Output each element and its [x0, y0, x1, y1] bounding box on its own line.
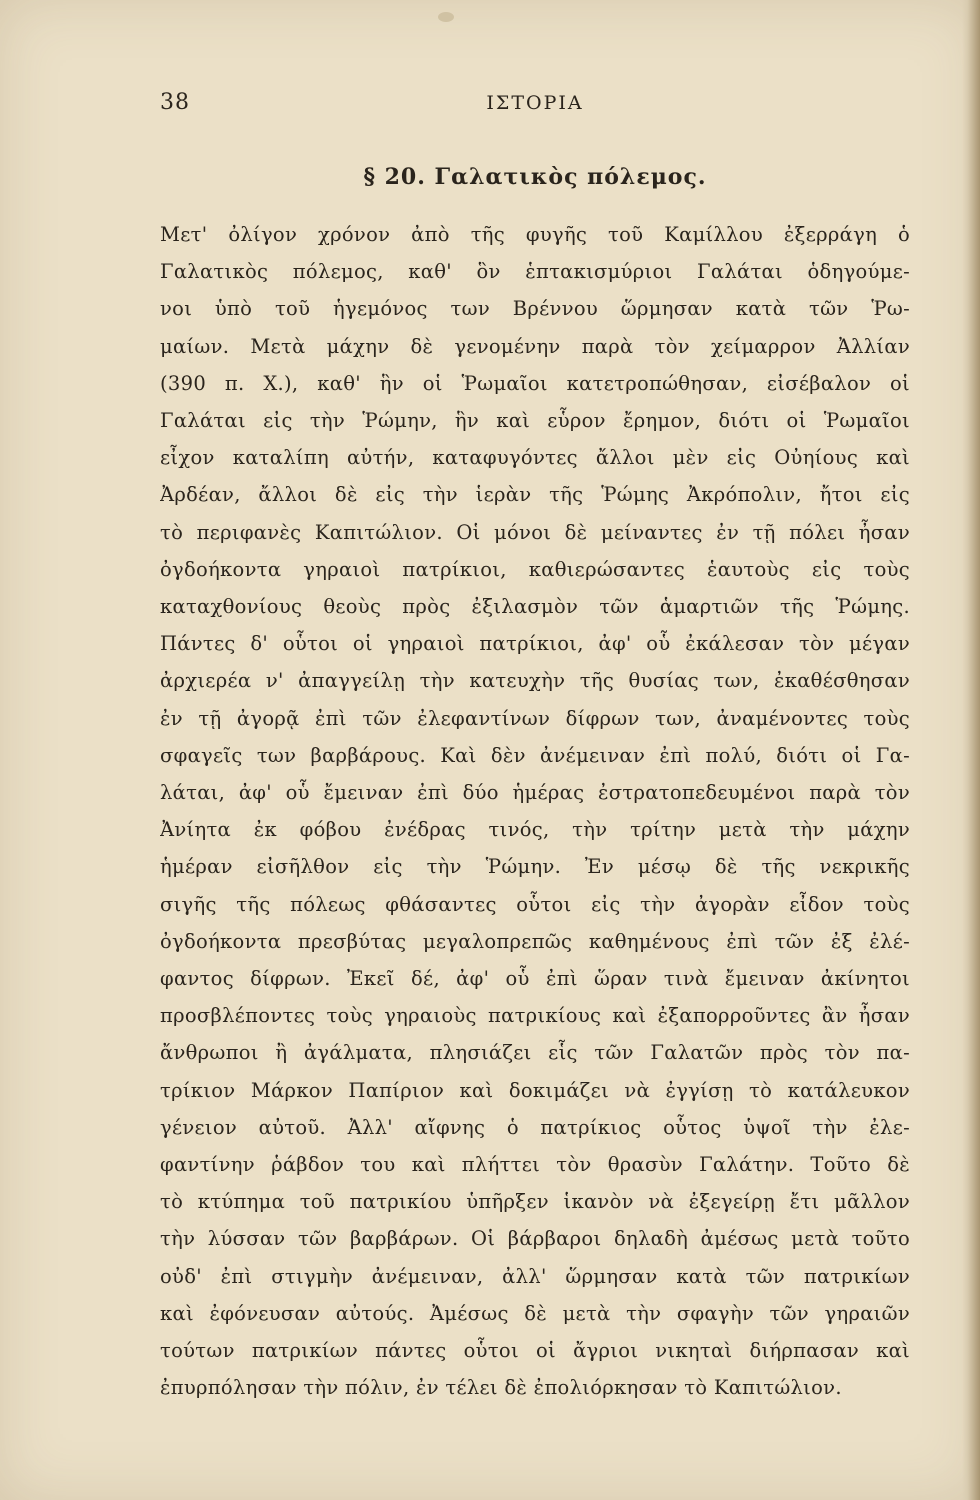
- page-edge-shadow: [962, 0, 980, 1500]
- text-line: προσβλέποντες τοὺς γηραιοὺς πατρικίους καὶ ἐξαπορροῦντες ἂν ἦσαν: [160, 1004, 910, 1028]
- section-heading: § 20. Γαλατικὸς πόλεμος.: [363, 164, 707, 190]
- running-head: [160, 90, 910, 124]
- text-line: ὀγδοήκοντα πρεσβύτας μεγαλοπρεπῶς καθημένους ἐπὶ τῶν ἐξ ἐλέ-: [160, 929, 910, 953]
- text-line: ἡμέραν εἰσῆλθον εἰς τὴν Ῥώμην. Ἐν μέσῳ δὲ τῆς νεκρικῆς: [160, 855, 910, 879]
- text-line: καταχθονίους θεοὺς πρὸς ἐξιλασμὸν τῶν ἁμαρτιῶν τῆς Ῥώμης.: [160, 595, 910, 619]
- text-line: ἄνθρωποι ἢ ἀγάλματα, πλησιάζει εἷς τῶν Γαλατῶν πρὸς τὸν πα-: [160, 1041, 910, 1065]
- text-line: εἶχον καταλίπη αὐτήν, καταφυγόντες ἄλλοι μὲν εἰς Οὐηίους καὶ: [160, 446, 910, 470]
- text-line: Γαλατικὸς πόλεμος, καθ' ὃν ἑπτακισμύριοι Γαλάται ὁδηγούμε-: [160, 260, 910, 284]
- text-line: τὴν λύσσαν τῶν βαρβάρων. Οἱ βάρβαροι δηλαδὴ ἀμέσως μετὰ τοῦτο: [160, 1227, 910, 1251]
- text-line: ἐν τῇ ἀγορᾷ ἐπὶ τῶν ἐλεφαντίνων δίφρων των, ἀναμένοντες τοὺς: [160, 706, 910, 730]
- page-number: 38: [160, 90, 190, 115]
- paper-hole: [438, 12, 454, 22]
- text-line: Γαλάται εἰς τὴν Ῥώμην, ἣν καὶ εὗρον ἔρημον, διότι οἱ Ῥωμαῖοι: [160, 409, 910, 433]
- text-line: (390 π. Χ.), καθ' ἣν οἱ Ῥωμαῖοι κατετροπώθησαν, εἰσέβαλον οἱ: [160, 371, 910, 395]
- running-title: ΙΣΤΟΡΙΑ: [486, 92, 584, 114]
- text-line: νοι ὑπὸ τοῦ ἡγεμόνος των Βρέννου ὥρμησαν κατὰ τῶν Ῥω-: [160, 297, 910, 321]
- text-line: ἀρχιερέα ν' ἀπαγγείλῃ τὴν κατευχὴν τῆς θυσίας των, ἐκαθέσθησαν: [160, 669, 910, 693]
- text-line: τούτων πατρικίων πάντες οὗτοι οἱ ἄγριοι νικηταὶ διήρπασαν καὶ: [160, 1339, 910, 1363]
- text-line: σιγῆς τῆς πόλεως φθάσαντες οὗτοι εἰς τὴν ἀγορὰν εἶδον τοὺς: [160, 892, 910, 916]
- text-line: τὸ κτύπημα τοῦ πατρικίου ὑπῆρξεν ἱκανὸν νὰ ἐξεγείρῃ ἔτι μᾶλλον: [160, 1190, 910, 1214]
- text-line: τρίκιον Μάρκον Παπίριον καὶ δοκιμάζει νὰ ἐγγίσῃ τὸ κατάλευκον: [160, 1078, 910, 1102]
- text-line: γένειον αὐτοῦ. Ἀλλ' αἴφνης ὁ πατρίκιος οὗτος ὑψοῖ τὴν ἐλε-: [160, 1115, 910, 1139]
- text-line: καὶ ἐφόνευσαν αὐτούς. Ἀμέσως δὲ μετὰ τὴν σφαγὴν τῶν γηραιῶν: [160, 1301, 910, 1325]
- body-text: [160, 216, 910, 1407]
- text-line: λάται, ἀφ' οὗ ἔμειναν ἐπὶ δύο ἡμέρας ἐστρατοπεδευμένοι παρὰ τὸν: [160, 781, 910, 805]
- text-line: τὸ περιφανὲς Καπιτώλιον. Οἱ μόνοι δὲ μείναντες ἐν τῇ πόλει ἦσαν: [160, 520, 910, 544]
- text-line: φαντος δίφρων. Ἐκεῖ δέ, ἀφ' οὗ ἐπὶ ὥραν τινὰ ἔμειναν ἀκίνητοι: [160, 967, 910, 991]
- text-line: μαίων. Μετὰ μάχην δὲ γενομένην παρὰ τὸν χείμαρρον Ἀλλίαν: [160, 334, 910, 358]
- text-line: ἐπυρπόλησαν τὴν πόλιν, ἐν τέλει δὲ ἐπολιόρκησαν τὸ Καπιτώλιον.: [160, 1376, 842, 1400]
- text-line: Ἀνίητα ἐκ φόβου ἐνέδρας τινός, τὴν τρίτην μετὰ τὴν μάχην: [160, 818, 910, 842]
- text-line: Μετ' ὀλίγον χρόνον ἀπὸ τῆς φυγῆς τοῦ Καμίλλου ἐξερράγη ὁ: [160, 223, 910, 246]
- text-line: Πάντες δ' οὗτοι οἱ γηραιοὶ πατρίκιοι, ἀφ' οὗ ἐκάλεσαν τὸν μέγαν: [160, 632, 910, 656]
- text-line: σφαγεῖς των βαρβάρους. Καὶ δὲν ἀνέμειναν ἐπὶ πολύ, διότι οἱ Γα-: [160, 743, 910, 767]
- text-line: οὐδ' ἐπὶ στιγμὴν ἀνέμειναν, ἀλλ' ὥρμησαν κατὰ τῶν πατρικίων: [160, 1264, 910, 1288]
- text-line: ὀγδοήκοντα γηραιοὶ πατρίκιοι, καθιερώσαντες ἑαυτοὺς εἰς τοὺς: [160, 557, 910, 581]
- text-line: Ἀρδέαν, ἄλλοι δὲ εἰς τὴν ἱερὰν τῆς Ῥώμης Ἀκρόπολιν, ἤτοι εἰς: [160, 483, 910, 507]
- text-line: φαντίνην ῥάβδον του καὶ πλήττει τὸν θρασὺν Γαλάτην. Τοῦτο δὲ: [160, 1153, 910, 1177]
